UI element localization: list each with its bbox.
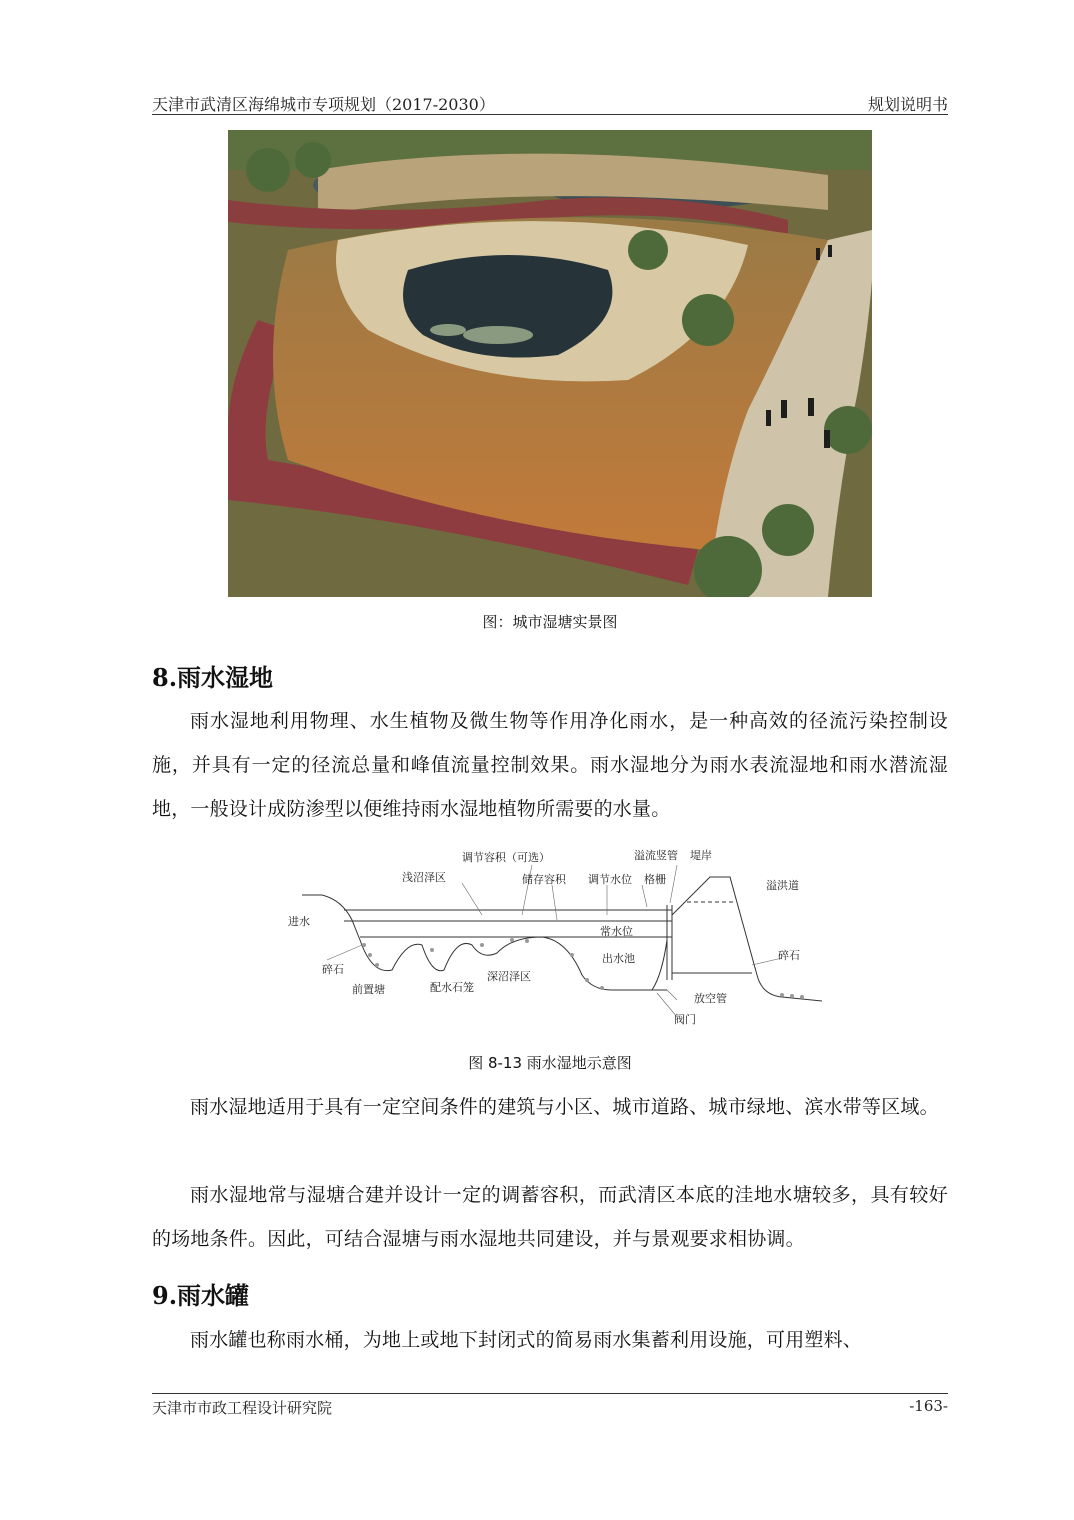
- label-valve: 阀门: [674, 1013, 696, 1026]
- label-forebay: 前置塘: [352, 983, 385, 996]
- section8-paragraph-1: 雨水湿地利用物理、水生植物及微生物等作用净化雨水，是一种高效的径流污染控制设施，并具有一定的径流总量和峰值流量控制效果。雨水湿地分为雨水表流湿地和雨水潜流湿地，一般设计成防渗型以便维持雨水湿地植物所需要的水量。: [152, 710, 948, 820]
- header-title: 天津市武清区海绵城市专项规划（2017-2030）: [152, 95, 495, 114]
- footer-divider: [152, 1393, 948, 1394]
- figure1-caption: 图：城市湿塘实景图: [482, 613, 618, 631]
- label-shallow-marsh: 浅沼泽区: [402, 871, 446, 884]
- header-divider: [152, 114, 948, 115]
- label-embankment: 堤岸: [690, 849, 712, 862]
- label-outlet-pool: 出水池: [602, 952, 635, 965]
- label-inflow: 进水: [288, 915, 310, 928]
- section8-heading: 8.雨水湿地: [152, 663, 274, 692]
- label-drain-pipe: 放空管: [694, 992, 727, 1005]
- label-adjust-level: 调节水位: [588, 873, 632, 886]
- label-spillway: 溢洪道: [766, 879, 799, 892]
- section8-paragraph-3: 雨水湿地常与湿塘合建并设计一定的调蓄容积，而武清区本底的洼地水塘较多，具有较好的场地条件。因此，可结合湿塘与雨水湿地共同建设，并与景观要求相协调。: [152, 1184, 948, 1250]
- label-normal-level: 常水位: [600, 925, 633, 938]
- figure2-caption: 图 8-13 雨水湿地示意图: [468, 1054, 632, 1072]
- label-grille: 格栅: [644, 873, 666, 886]
- label-overflow-riser: 溢流竖管: [634, 849, 678, 862]
- header-doc-type: 规划说明书: [867, 95, 948, 114]
- page-footer: [152, 1397, 948, 1419]
- label-adjust-volume-optional: 调节容积（可选）: [462, 851, 550, 864]
- rain-wetland-diagram: [282, 845, 822, 1033]
- section9-paragraph-1: 雨水罐也称雨水桶，为地上或地下封闭式的简易雨水集蓄利用设施，可用塑料、: [190, 1329, 863, 1351]
- label-deep-marsh: 深沼泽区: [487, 970, 531, 983]
- label-storage-volume: 储存容积: [522, 873, 566, 886]
- label-gabion: 配水石笼: [430, 981, 474, 994]
- section8-paragraph-2: 雨水湿地适用于具有一定空间条件的建筑与小区、城市道路、城市绿地、滨水带等区域。: [190, 1096, 939, 1118]
- section9-heading: 9.雨水罐: [152, 1281, 250, 1310]
- label-gravel-left: 碎石: [322, 963, 344, 976]
- wet-pond-photo: [228, 130, 872, 597]
- footer-org: 天津市市政工程设计研究院: [152, 1399, 333, 1417]
- page-number: -163-: [909, 1397, 948, 1415]
- page-header: [152, 92, 948, 114]
- label-gravel-right: 碎石: [778, 949, 800, 962]
